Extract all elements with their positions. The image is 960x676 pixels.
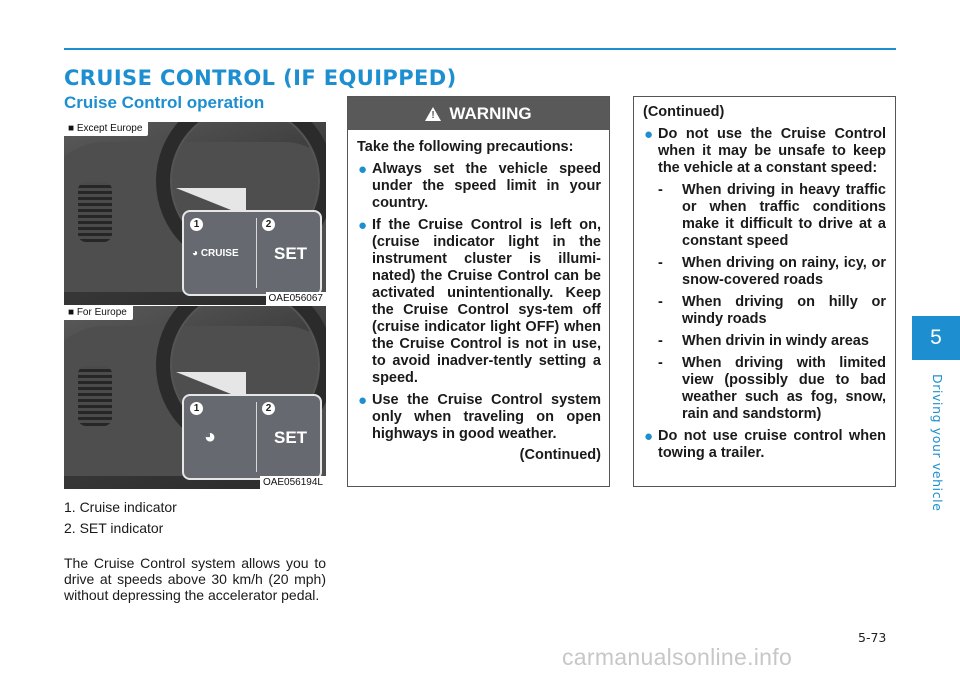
top-rule — [64, 48, 896, 50]
warning-body — [348, 130, 609, 464]
warning-title: WARNING — [449, 103, 532, 123]
callout-number-1: 1 — [190, 218, 203, 231]
bullet-icon: ● — [358, 161, 368, 178]
cruise-indicator-label: CRUISE — [200, 248, 239, 259]
set-indicator: SET — [274, 244, 308, 263]
warning-triangle-icon: ! — [425, 107, 441, 121]
warning-bullet-text: If the Cruise Control is left on, (cruise indicator light in the instrument cluster is illumi-nated) the Cruise Control can be activated unintentionally. Keep the Cruise Control sys-tem off (cruise indicator light OFF) when the Cruise Control is not in use, to avoid inadver-tently setting a speed. — [372, 217, 601, 386]
sub-title: Cruise Control operation — [64, 93, 265, 112]
continued-bullet — [643, 126, 886, 177]
indicator-callout — [182, 394, 322, 480]
continued-bullet-text: Do not use cruise control when towing a trailer. — [658, 428, 886, 461]
warning-bullet-text: Use the Cruise Control system only when traveling on open highways in good weather. — [372, 392, 601, 442]
warning-bullet-text: Always set the vehicle speed under the speed limit in your country. — [372, 161, 601, 211]
continued-box — [633, 96, 896, 487]
figure-captions — [64, 497, 326, 539]
condition-item: - When driving on rainy, icy, or snow-covered roads — [658, 255, 886, 288]
figure-for-europe — [64, 306, 326, 489]
condition-text: When drivin in windy areas — [682, 333, 869, 349]
watermark: carmanualsonline.info — [562, 644, 793, 670]
warning-box — [347, 96, 610, 487]
warning-header — [348, 97, 609, 130]
condition-text: When driving with limited view (possibly due to bad weather such as fog, snow, rain and sandstorm) — [682, 355, 886, 422]
chapter-name: Driving your vehicle — [930, 374, 945, 512]
condition-text: When driving on hilly or windy roads — [682, 294, 886, 327]
figure-tag: ■ Except Europe — [64, 122, 148, 136]
condition-item: - When driving on hilly or windy roads — [658, 294, 886, 327]
bullet-icon: ● — [358, 392, 368, 409]
condition-item: - When driving with limited view (possibly due to bad weather such as fog, snow, rain and sandstorm) — [658, 355, 886, 422]
page-number: 5-73 — [858, 630, 887, 645]
speedometer-icon: ◕ — [192, 248, 199, 259]
bullet-icon: ● — [358, 217, 368, 234]
warning-bullet — [357, 161, 601, 212]
chapter-tab: 5 — [912, 316, 960, 360]
continued-bullet-text: Do not use the Cruise Control when it may be unsafe to keep the vehicle at a constant speed: — [658, 126, 886, 176]
set-indicator: SET — [274, 428, 308, 447]
section-title: CRUISE CONTROL (IF EQUIPPED) — [64, 66, 457, 90]
air-vent — [78, 182, 112, 242]
bullet-icon: ● — [644, 126, 654, 143]
condition-item: - When drivin in windy areas — [658, 333, 869, 349]
figure-except-europe — [64, 122, 326, 305]
body-paragraph: The Cruise Control system allows you to drive at speeds above 30 km/h (20 mph) without depressing the accelerator pedal. — [64, 555, 326, 603]
warning-intro: Take the following precautions: — [357, 139, 574, 155]
caption-2: 2. SET indicator — [64, 520, 164, 536]
cruise-speedometer-icon: ◕ — [204, 426, 217, 448]
air-vent — [78, 366, 112, 426]
condition-text: When driving in heavy traffic or when traffic conditions make it difficult to drive at a constant speed — [682, 182, 886, 249]
callout-number-2: 2 — [262, 402, 275, 415]
callout-number-1: 1 — [190, 402, 203, 415]
figure-tag: ■ For Europe — [64, 306, 133, 320]
cruise-indicator — [192, 248, 239, 259]
caption-1: 1. Cruise indicator — [64, 499, 177, 515]
warning-bullet — [357, 392, 601, 443]
continued-bullet — [643, 428, 886, 462]
indicator-callout — [182, 210, 322, 296]
warning-bullet — [357, 217, 601, 387]
warning-continued: (Continued) — [519, 447, 601, 463]
condition-text: When driving on rainy, icy, or snow-covered roads — [682, 255, 886, 288]
bullet-icon: ● — [644, 428, 654, 445]
callout-number-2: 2 — [262, 218, 275, 231]
figure-code: OAE056194L — [260, 476, 326, 489]
figure-code: OAE056067 — [266, 292, 327, 305]
continued-body — [634, 97, 895, 462]
condition-item: - When driving in heavy traffic or when traffic conditions make it difficult to drive at a constant speed — [658, 182, 886, 249]
continued-heading: (Continued) — [643, 104, 725, 120]
